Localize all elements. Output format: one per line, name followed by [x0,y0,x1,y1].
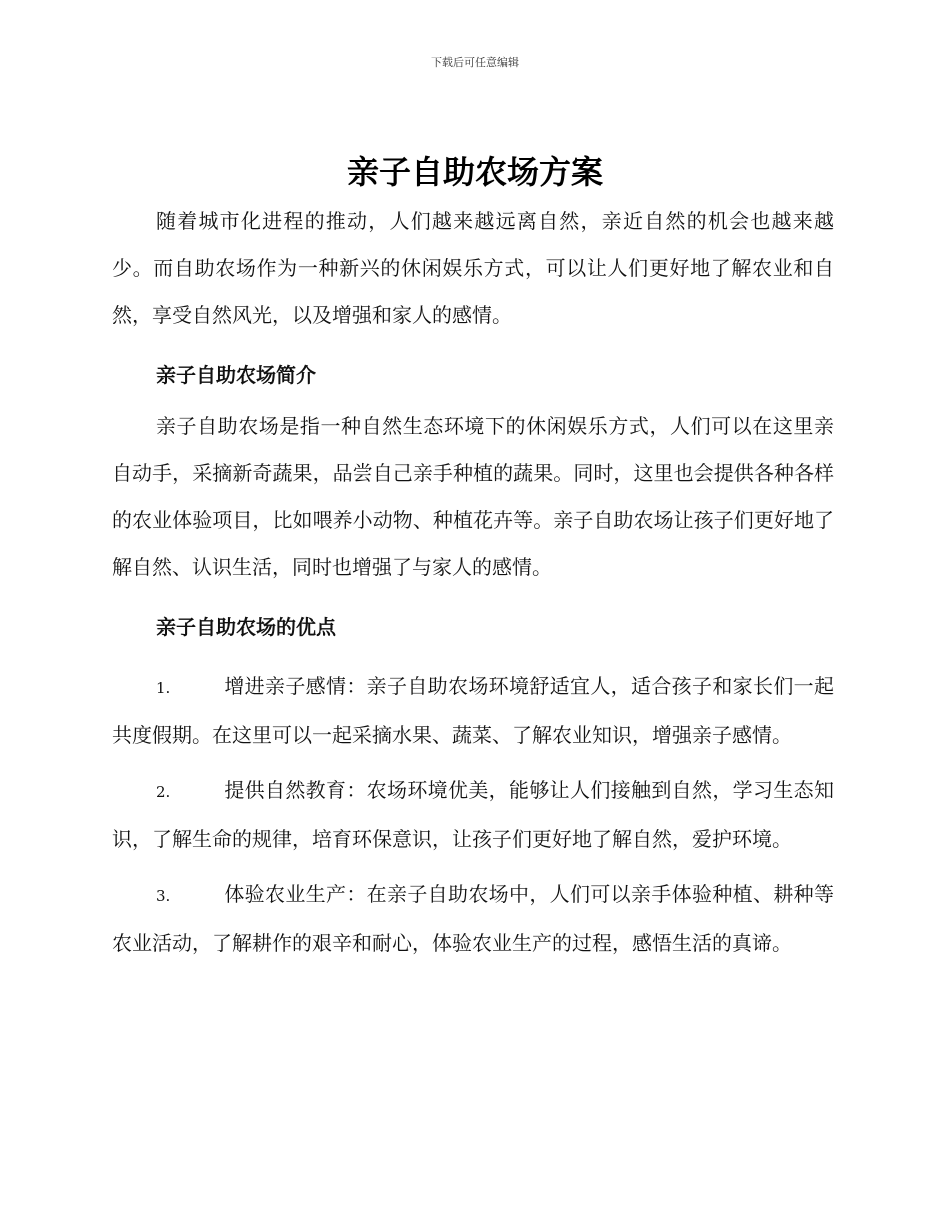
section-heading-intro: 亲子自助农场简介 [156,363,316,387]
header-note: 下载后可任意编辑 [431,56,519,69]
list-number: 2. [156,783,171,801]
list-number: 1. [156,679,171,697]
section-heading-advantages: 亲子自助农场的优点 [156,615,336,639]
list-text: 体验农业生产：在亲子自助农场中，人们可以亲手体验种植、耕种等农业活动，了解耕作的艰辛和耐心，体验农业生产的过程，感悟生活的真谛。 [112,882,834,955]
intro-paragraph: 随着城市化进程的推动，人们越来越远离自然，亲近自然的机会也越来越少。而自助农场作为一种新兴的休闲娱乐方式，可以让人们更好地了解农业和自然，享受自然风光，以及增强和家人的感情。 [112,209,834,327]
section-intro-paragraph: 亲子自助农场是指一种自然生态环境下的休闲娱乐方式，人们可以在这里亲自动手，采摘新奇蔬果，品尝自己亲手种植的蔬果。同时，这里也会提供各种各样的农业体验项目，比如喂养小动物、种植花卉等。亲子自助农场让孩子们更好地了解自然、认识生活，同时也增强了与家人的感情。 [112,414,834,579]
document-title: 亲子自助农场方案 [346,153,603,191]
list-text: 提供自然教育：农场环境优美，能够让人们接触到自然，学习生态知识，了解生命的规律，培育环保意识，让孩子们更好地了解自然，爱护环境。 [112,778,834,851]
list-item [112,871,834,967]
document-body [112,198,834,967]
list-item [112,767,834,863]
list-item [112,663,834,759]
list-text: 增进亲子感情：亲子自助农场环境舒适宜人，适合孩子和家长们一起共度假期。在这里可以一起采摘水果、蔬菜、了解农业知识，增强亲子感情。 [112,674,834,747]
list-number: 3. [156,887,171,905]
